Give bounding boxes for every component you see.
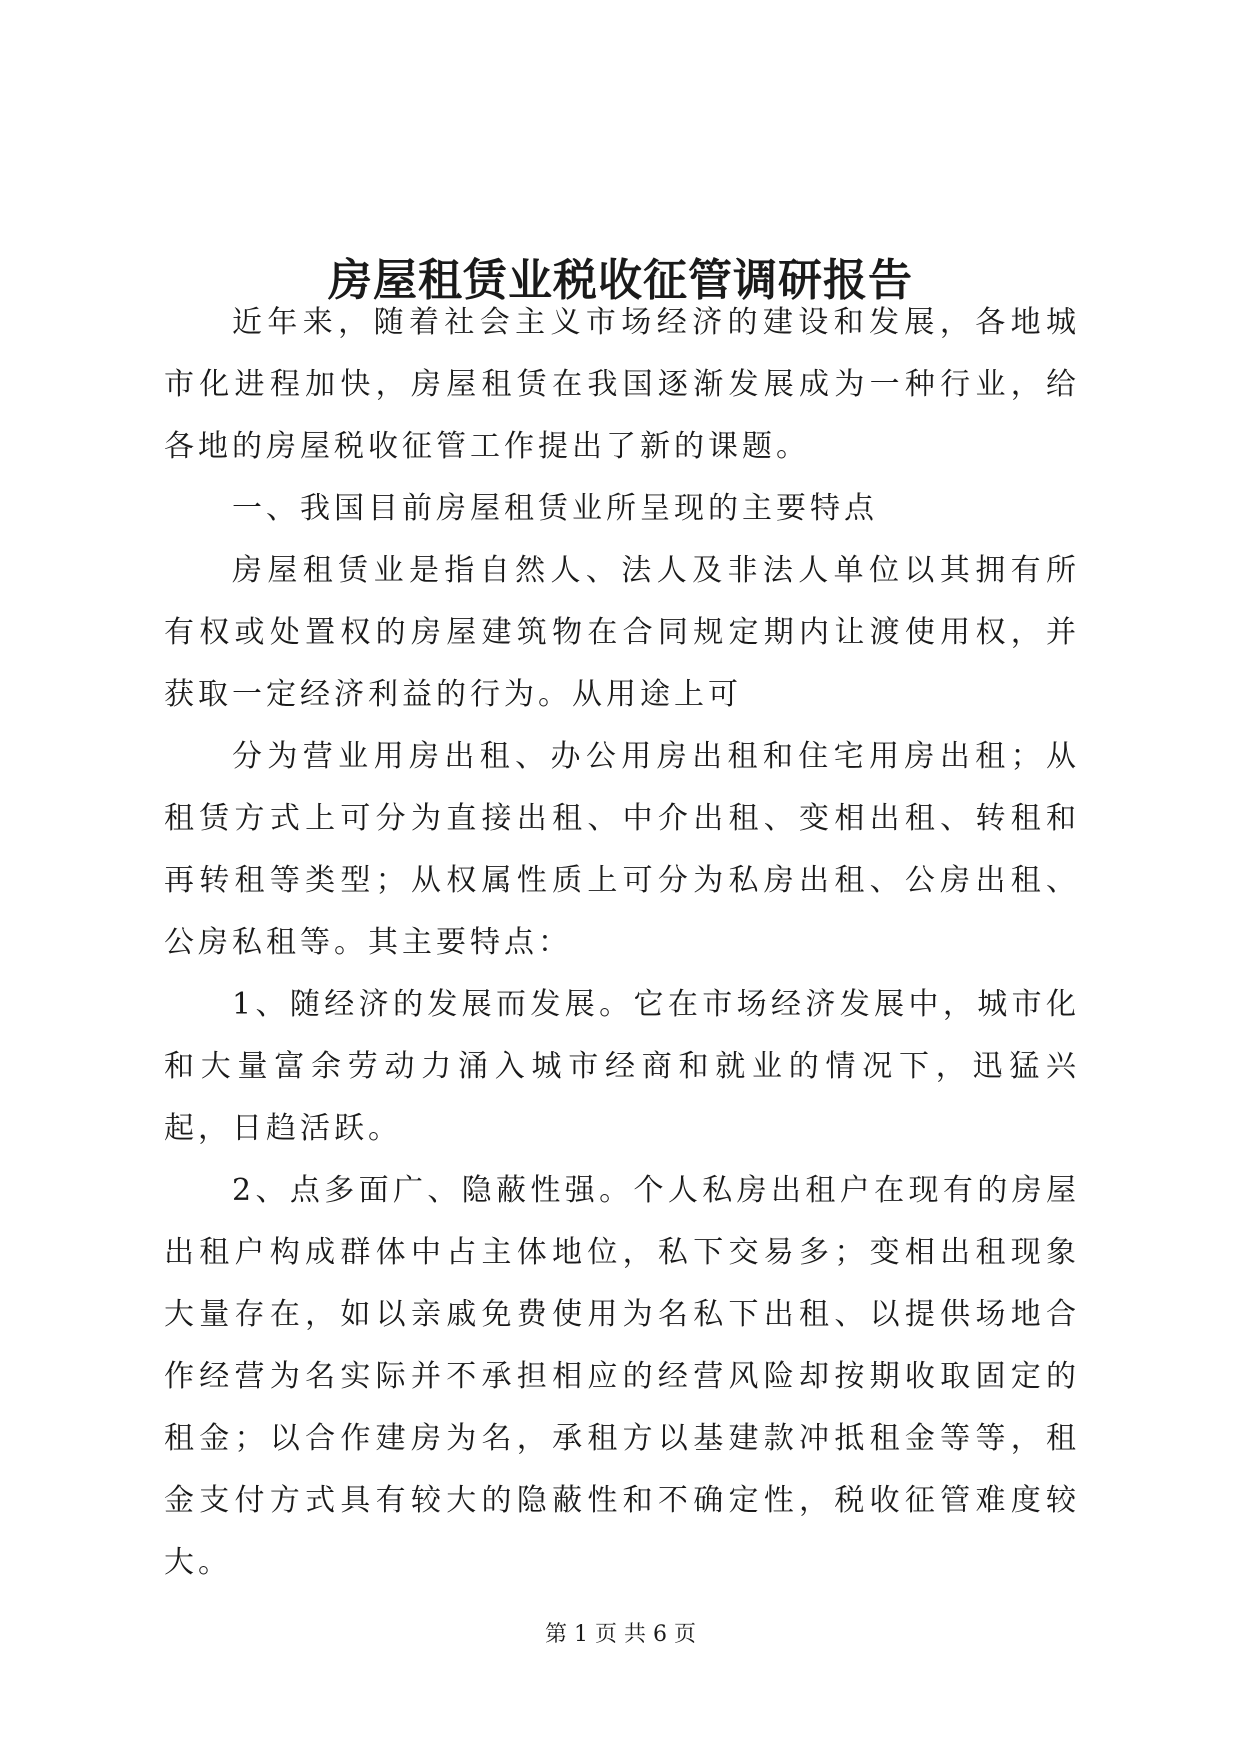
document-body: [164, 292, 1080, 1594]
paragraph-definition: 房屋租赁业是指自然人、法人及非法人单位以其拥有所有权或处置权的房屋建筑物在合同规定期内让渡使用权，并获取一定经济利益的行为。从用途上可: [164, 553, 1080, 712]
page-footer: [0, 1620, 1241, 1650]
paragraph-classification: 分为营业用房出租、办公用房出租和住宅用房出租；从租赁方式上可分为直接出租、中介出租、变相出租、转租和再转租等类型；从权属性质上可分为私房出租、公房出租、公房私租等。其主要特点：: [164, 739, 1080, 960]
paragraph-feature-1: 1、随经济的发展而发展。它在市场经济发展中，城市化和大量富余劳动力涌入城市经商和就业的情况下，迅猛兴起，日趋活跃。: [164, 987, 1080, 1146]
page-number-label: 第 1 页 共 6 页: [545, 1622, 696, 1647]
paragraph-intro: 近年来，随着社会主义市场经济的建设和发展，各地城市化进程加快，房屋租赁在我国逐渐发展成为一种行业，给各地的房屋税收征管工作提出了新的课题。: [164, 305, 1080, 464]
section-heading-1: 一、我国目前房屋租赁业所呈现的主要特点: [232, 491, 878, 526]
document-title: 房屋租赁业税收征管调研报告: [328, 255, 913, 307]
paragraph-feature-2: 2、点多面广、隐蔽性强。个人私房出租户在现有的房屋出租户构成群体中占主体地位，私下交易多；变相出租现象大量存在，如以亲戚免费使用为名私下出租、以提供场地合作经营为名实际并不承担相应的经营风险却按期收取固定的租金；以合作建房为名，承租方以基建款冲抵租金等等，租金支付方式具有较大的隐蔽性和不确定性，税收征管难度较大。: [164, 1173, 1080, 1580]
